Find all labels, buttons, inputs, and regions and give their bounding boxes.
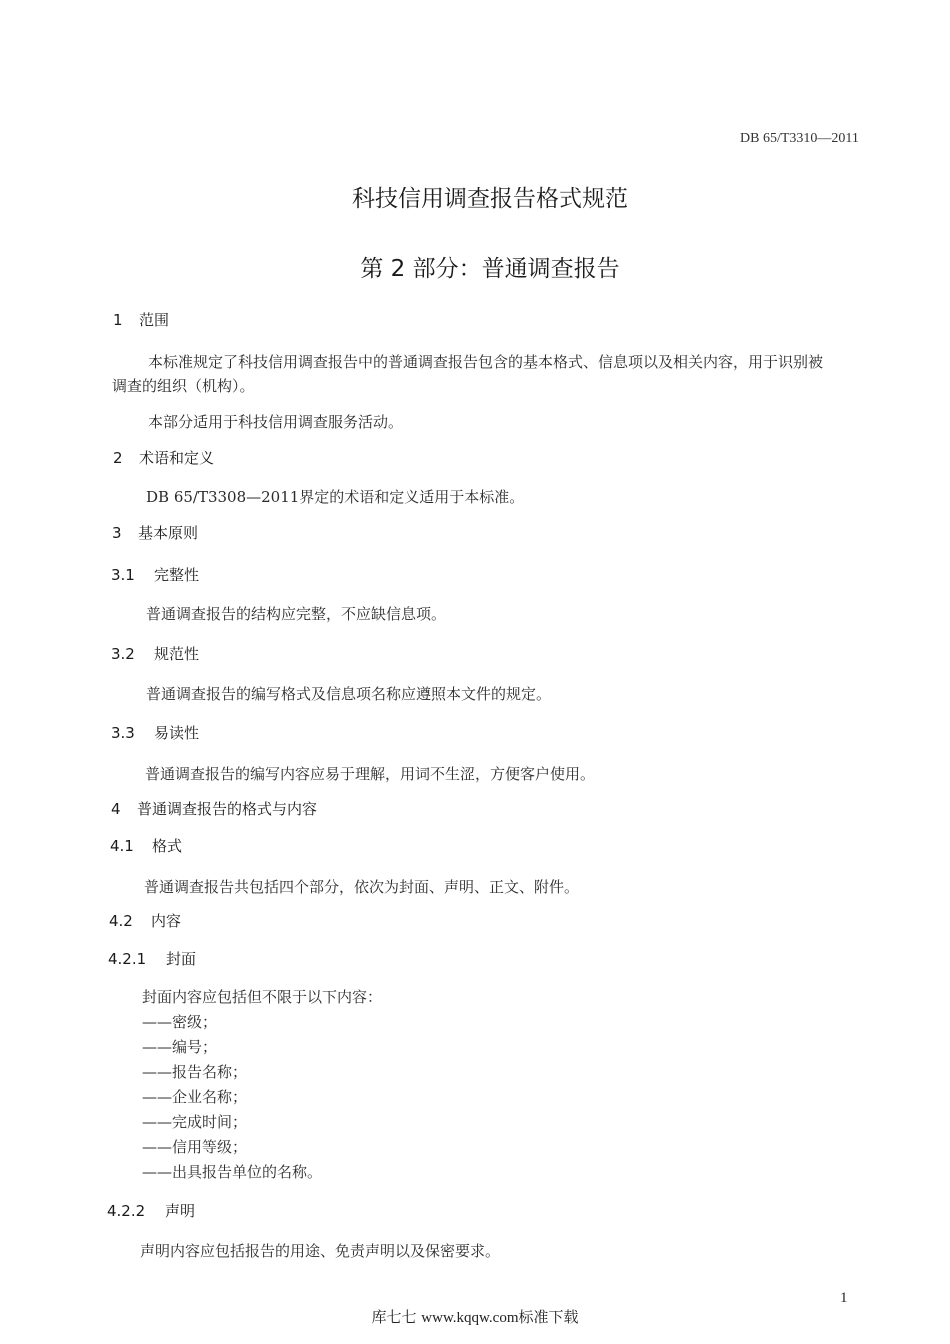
paragraph: 普通调查报告的编写格式及信息项名称应遵照本文件的规定。 bbox=[146, 685, 552, 703]
paragraph: 普通调查报告的结构应完整，不应缺信息项。 bbox=[146, 605, 447, 623]
section-number: 4.2.2 bbox=[107, 1202, 146, 1220]
list-item: ——编号； bbox=[142, 1038, 218, 1056]
section-heading-4 bbox=[111, 798, 317, 819]
section-title: 格式 bbox=[152, 837, 183, 855]
section-heading-4-2-2 bbox=[107, 1200, 195, 1221]
paragraph: 本标准规定了科技信用调查报告中的普通调查报告包含的基本格式、信息项以及相关内容，用于识别被调查的组织（机构）。 bbox=[112, 353, 824, 395]
section-title: 规范性 bbox=[154, 645, 200, 663]
paragraph: 普通调查报告共包括四个部分，依次为封面、声明、正文、附件。 bbox=[144, 878, 580, 896]
section-title: 易读性 bbox=[154, 724, 200, 742]
list-item: ——信用等级； bbox=[142, 1138, 248, 1156]
document-number: DB 65/T3310—2011 bbox=[740, 131, 859, 146]
section-title: 基本原则 bbox=[138, 524, 199, 542]
section-title: 术语和定义 bbox=[139, 449, 215, 467]
section-number: 1 bbox=[113, 311, 123, 329]
section-heading-4-2-1 bbox=[108, 948, 196, 969]
list-intro: 封面内容应包括但不限于以下内容： bbox=[142, 988, 383, 1006]
section-number: 4.2 bbox=[109, 912, 133, 930]
footer-watermark bbox=[0, 1306, 950, 1327]
footer-site-name: 库七七 bbox=[371, 1308, 417, 1326]
list-item: ——完成时间； bbox=[142, 1113, 248, 1131]
section-title: 封面 bbox=[166, 950, 197, 968]
paragraph: 普通调查报告的编写内容应易于理解，用词不生涩，方便客户使用。 bbox=[145, 765, 596, 783]
section-number: 4.2.1 bbox=[108, 950, 147, 968]
section-heading-4-1 bbox=[110, 835, 182, 856]
list-item: ——出具报告单位的名称。 bbox=[142, 1163, 323, 1181]
cover-content-list bbox=[142, 985, 382, 1185]
section-number: 3.1 bbox=[111, 566, 135, 584]
section-heading-3-3 bbox=[111, 722, 199, 743]
section-heading-2 bbox=[113, 447, 214, 468]
section-number: 3.3 bbox=[111, 724, 135, 742]
section-title: 范围 bbox=[139, 311, 170, 329]
document-title: 科技信用调查报告格式规范 bbox=[352, 186, 628, 212]
section-number: 2 bbox=[113, 449, 123, 467]
section-heading-3-2 bbox=[111, 643, 199, 664]
section-number: 3.2 bbox=[111, 645, 135, 663]
section-number: 3 bbox=[112, 524, 122, 542]
section-title: 普通调查报告的格式与内容 bbox=[137, 800, 318, 818]
list-item: ——报告名称； bbox=[142, 1063, 248, 1081]
section-title: 完整性 bbox=[154, 566, 200, 584]
section-heading-4-2 bbox=[109, 910, 181, 931]
paragraph: DB 65/T3308—2011界定的术语和定义适用于本标准。 bbox=[146, 488, 525, 506]
list-item: ——企业名称； bbox=[142, 1088, 248, 1106]
section-heading-3 bbox=[112, 522, 198, 543]
part-title: 第 2 部分：普通调查报告 bbox=[360, 256, 620, 282]
paragraph: 本部分适用于科技信用调查服务活动。 bbox=[148, 413, 404, 431]
footer-suffix: 标准下载 bbox=[518, 1308, 579, 1326]
section-number: 4 bbox=[111, 800, 121, 818]
section-title: 内容 bbox=[151, 912, 182, 930]
list-item: ——密级； bbox=[142, 1013, 218, 1031]
section-title: 声明 bbox=[165, 1202, 196, 1220]
section-heading-1 bbox=[113, 309, 169, 330]
footer-url[interactable]: www.kqqw.com bbox=[421, 1310, 519, 1326]
paragraph: 声明内容应包括报告的用途、免责声明以及保密要求。 bbox=[140, 1242, 501, 1260]
section-number: 4.1 bbox=[110, 837, 134, 855]
section-heading-3-1 bbox=[111, 564, 199, 585]
page-number: 1 bbox=[840, 1290, 848, 1306]
